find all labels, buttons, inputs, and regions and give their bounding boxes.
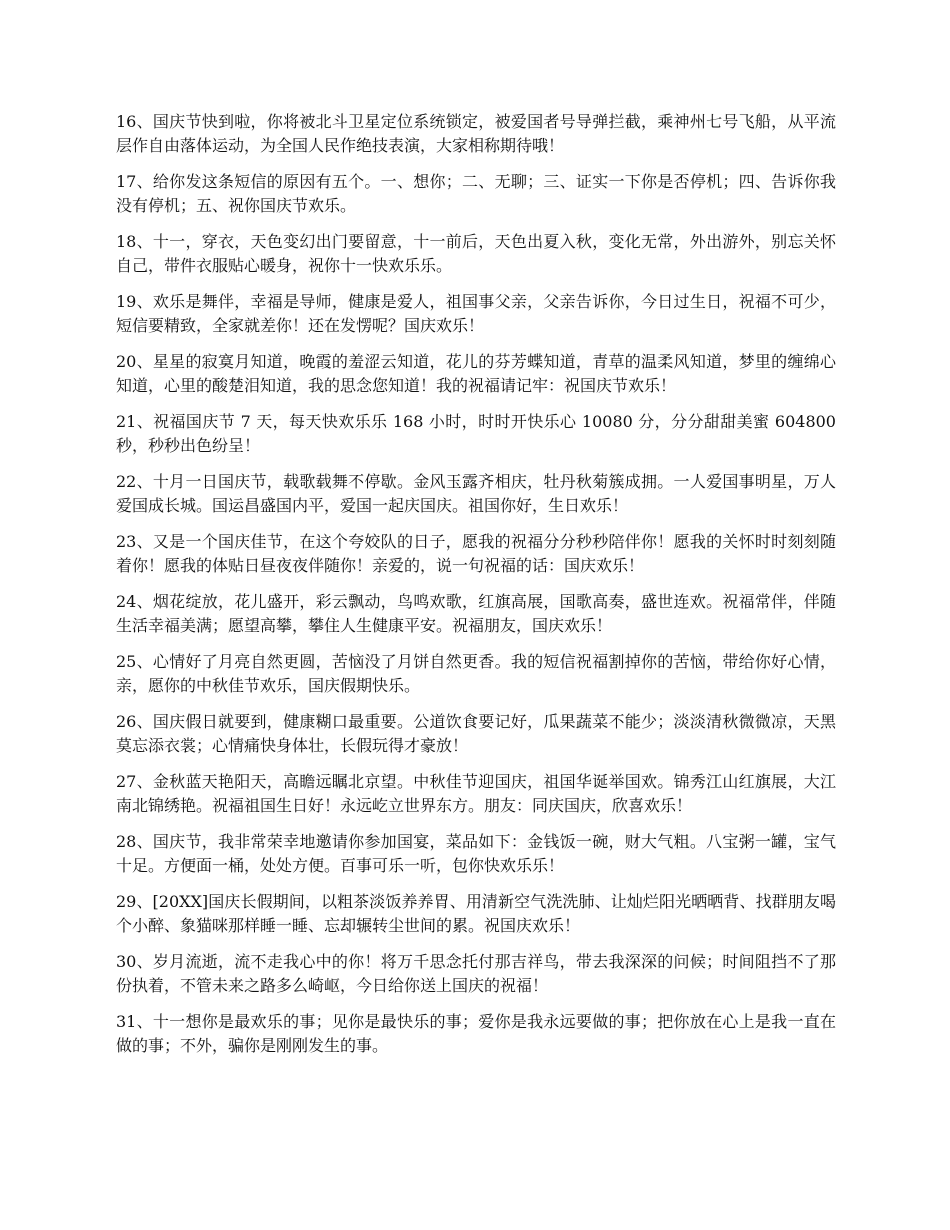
paragraph-18: 18、十一，穿衣，天色变幻出门要留意，十一前后，天色出夏入秋，变化无常，外出游外，别忘关怀自己，带件衣服贴心暖身，祝你十一快欢乐乐。 xyxy=(116,232,836,275)
paragraph-23: 23、又是一个国庆佳节，在这个夸姣队的日子，愿我的祝福分分秒秒陪伴你！愿我的关怀时时刻刻随着你！愿我的体贴日昼夜夜伴随你！亲爱的，说一句祝福的话：国庆欢乐！ xyxy=(116,532,836,575)
paragraph-24: 24、烟花绽放，花儿盛开，彩云飘动，鸟鸣欢歌，红旗高展，国歌高奏，盛世连欢。祝福常伴，伴随生活幸福美满；愿望高攀，攀住人生健康平安。祝福朋友，国庆欢乐！ xyxy=(116,592,836,635)
paragraph-17: 17、给你发这条短信的原因有五个。一、想你；二、无聊；三、证实一下你是否停机；四、告诉你我没有停机；五、祝你国庆节欢乐。 xyxy=(116,172,836,215)
paragraph-20: 20、星星的寂寞月知道，晚霞的羞涩云知道，花儿的芬芳蝶知道，青草的温柔风知道，梦里的缠绵心知道，心里的酸楚泪知道，我的思念您知道！我的祝福请记牢：祝国庆节欢乐！ xyxy=(116,352,836,395)
paragraph-21: 21、祝福国庆节 7 天，每天快欢乐乐 168 小时，时时开快乐心 10080 分，分分甜甜美蜜 604800 秒，秒秒出色纷呈！ xyxy=(116,412,836,455)
paragraph-30: 30、岁月流逝，流不走我心中的你！将万千思念托付那吉祥鸟，带去我深深的问候；时间阻挡不了那份执着，不管未来之路多么崎岖，今日给你送上国庆的祝福！ xyxy=(116,952,836,995)
paragraph-31: 31、十一想你是最欢乐的事；见你是最快乐的事；爱你是我永远要做的事；把你放在心上是我一直在做的事；不外，骗你是刚刚发生的事。 xyxy=(116,1012,836,1055)
paragraph-27: 27、金秋蓝天艳阳天，高瞻远瞩北京望。中秋佳节迎国庆，祖国华诞举国欢。锦秀江山红旗展，大江南北锦绣艳。祝福祖国生日好！永远屹立世界东方。朋友：同庆国庆，欣喜欢乐！ xyxy=(116,772,836,815)
paragraph-16: 16、国庆节快到啦，你将被北斗卫星定位系统锁定，被爱国者号导弹拦截，乘神州七号飞船，从平流层作自由落体运动，为全国人民作绝技表演，大家相称期待哦！ xyxy=(116,112,836,155)
paragraph-28: 28、国庆节，我非常荣幸地邀请你参加国宴，菜品如下：金钱饭一碗，财大气粗。八宝粥一罐，宝气十足。方便面一桶，处处方便。百事可乐一听，包你快欢乐乐！ xyxy=(116,832,836,875)
paragraph-22: 22、十月一日国庆节，载歌载舞不停歇。金风玉露齐相庆，牡丹秋菊簇成拥。一人爱国事明星，万人爱国成长城。国运昌盛国内平，爱国一起庆国庆。祖国你好，生日欢乐！ xyxy=(116,472,836,515)
document-body xyxy=(116,110,836,1070)
paragraph-19: 19、欢乐是舞伴，幸福是导师，健康是爱人，祖国事父亲，父亲告诉你，今日过生日，祝福不可少，短信要精致，全家就差你！还在发愣呢？国庆欢乐！ xyxy=(116,292,836,335)
paragraph-25: 25、心情好了月亮自然更圆，苦恼没了月饼自然更香。我的短信祝福割掉你的苦恼，带给你好心情，亲，愿你的中秋佳节欢乐，国庆假期快乐。 xyxy=(116,652,836,695)
paragraph-26: 26、国庆假日就要到，健康糊口最重要。公道饮食要记好，瓜果蔬菜不能少；淡淡清秋微微凉，天黑莫忘添衣裳；心情痛快身体壮，长假玩得才豪放！ xyxy=(116,712,836,755)
paragraph-29: 29、[20XX]国庆长假期间，以粗茶淡饭养养胃、用清新空气洗洗肺、让灿烂阳光晒晒背、找群朋友喝个小醉、象猫咪那样睡一睡、忘却辗转尘世间的累。祝国庆欢乐！ xyxy=(116,892,836,935)
